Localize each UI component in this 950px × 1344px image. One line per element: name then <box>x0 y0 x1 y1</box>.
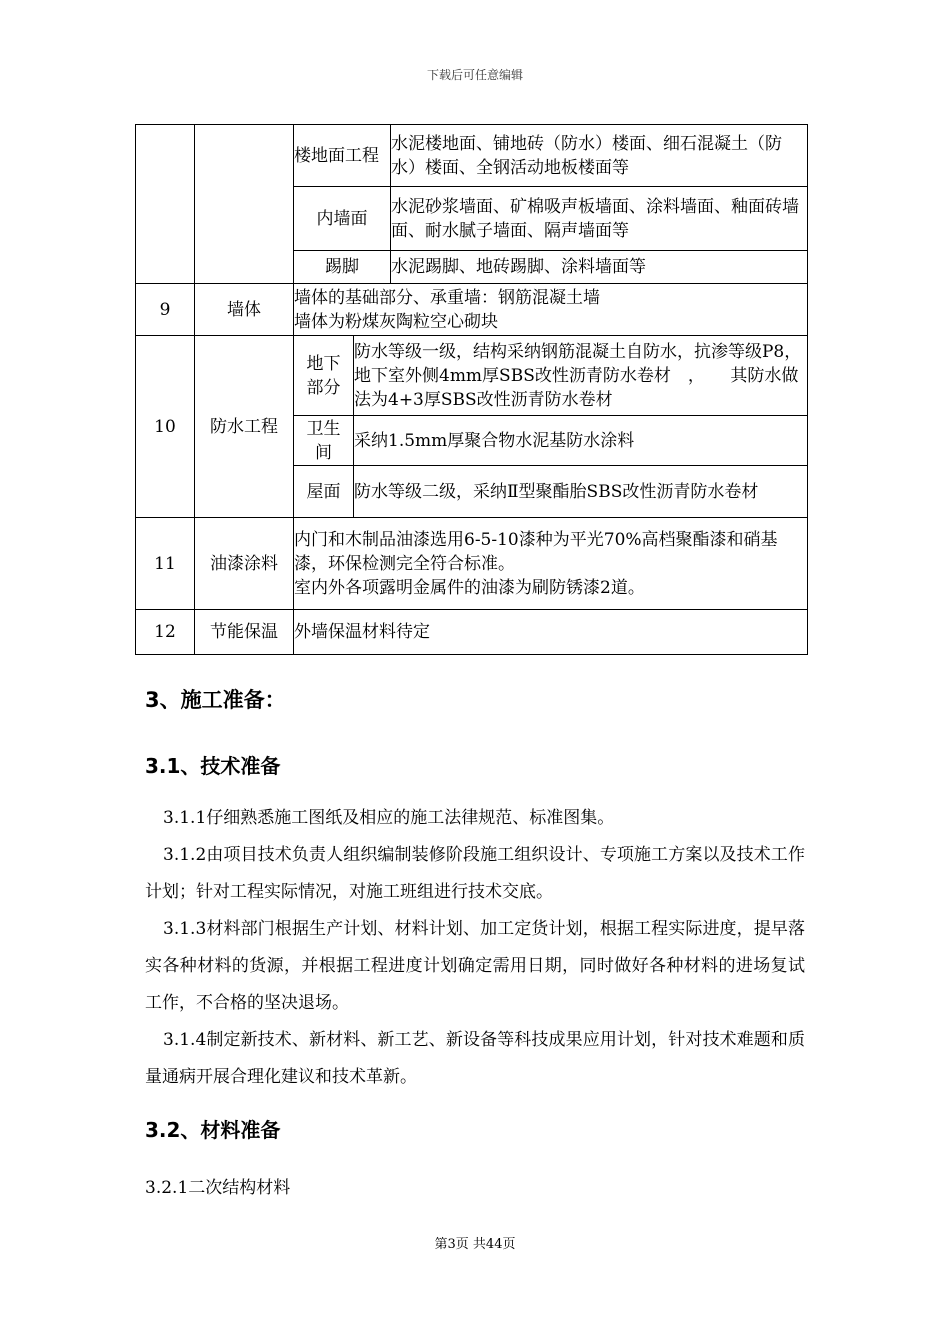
table-row <box>136 336 808 416</box>
page-footer: 第3页 共44页 <box>434 1237 516 1252</box>
row-content: 外墙保温材料待定 <box>294 610 808 655</box>
paragraph: 3.1.4制定新技术、新材料、新工艺、新设备等科技成果应用计划，针对技术难题和质量通病开展合理化建议和技术革新。 <box>145 1030 805 1087</box>
paragraph: 3.1.1仔细熟悉施工图纸及相应的施工法律规范、标准图集。 <box>163 808 615 828</box>
table-row <box>136 610 808 655</box>
content-skirt: 水泥踢脚、地砖踢脚、涂料墙面等 <box>391 251 808 284</box>
content-basement: 防水等级一级，结构采纳钢筋混凝土自防水，抗渗等级P8，地下室外侧4mm厚SBS改性沥青防水卷材 ， 其防水做法为4+3厚SBS改性沥青防水卷材 <box>354 336 808 416</box>
row-item: 油漆涂料 <box>195 518 294 610</box>
paragraph: 3.1.3材料部门根据生产计划、材料计划、加工定货计划，根据工程实际进度，提早落实各种材料的货源，并根据工程进度计划确定需用日期，同时做好各种材料的进场复试工作，不合格的坚决退场。 <box>145 919 805 1013</box>
sub-item-skirt: 踢脚 <box>294 251 391 284</box>
spec-table <box>135 124 808 655</box>
row-number: 9 <box>136 284 195 336</box>
content-line: 墙体的基础部分、承重墙：钢筋混凝土墙 <box>294 287 600 308</box>
content-line: 墙体为粉煤灰陶粒空心砌块 <box>294 311 498 332</box>
row-number: 10 <box>136 336 195 518</box>
row-item: 防水工程 <box>195 336 294 518</box>
row-item: 墙体 <box>195 284 294 336</box>
paragraph: 3.2.1二次结构材料 <box>145 1178 291 1198</box>
content-bathroom: 采纳1.5mm厚聚合物水泥基防水涂料 <box>354 416 808 466</box>
sub-item-roof: 屋面 <box>294 466 354 518</box>
subsection-heading: 3.1、技术准备 <box>145 754 281 778</box>
sub-item-basement: 地下部分 <box>294 336 354 416</box>
sub-item-floor: 楼地面工程 <box>294 125 391 187</box>
row-number: 12 <box>136 610 195 655</box>
table-row <box>136 125 808 187</box>
subsection-heading: 3.2、材料准备 <box>145 1118 281 1142</box>
item-cell <box>195 125 294 284</box>
row-item: 节能保温 <box>195 610 294 655</box>
row-number: 11 <box>136 518 195 610</box>
row-content <box>294 284 808 336</box>
sub-item-bathroom: 卫生间 <box>294 416 354 466</box>
table-row <box>136 518 808 610</box>
content-floor: 水泥楼地面、铺地砖（防水）楼面、细石混凝土（防水）楼面、全钢活动地板楼面等 <box>391 125 808 187</box>
row-content <box>294 518 808 610</box>
content-line: 内门和木制品油漆选用6-5-10漆种为平光70%高档聚酯漆和硝基漆，环保检测完全符合标准。 <box>294 529 778 574</box>
paragraph: 3.1.2由项目技术负责人组织编制装修阶段施工组织设计、专项施工方案以及技术工作计划；针对工程实际情况，对施工班组进行技术交底。 <box>145 845 805 902</box>
content-roof: 防水等级二级，采纳Ⅱ型聚酯胎SBS改性沥青防水卷材 <box>354 466 808 518</box>
section-heading: 3、施工准备： <box>145 688 286 712</box>
content-line: 室内外各项露明金属件的油漆为刷防锈漆2道。 <box>294 577 645 598</box>
num-cell <box>136 125 195 284</box>
content-wall: 水泥砂浆墙面、矿棉吸声板墙面、涂料墙面、釉面砖墙面、耐水腻子墙面、隔声墙面等 <box>391 187 808 251</box>
table-row <box>136 284 808 336</box>
sub-item-wall: 内墙面 <box>294 187 391 251</box>
page-header: 下载后可任意编辑 <box>426 68 523 82</box>
